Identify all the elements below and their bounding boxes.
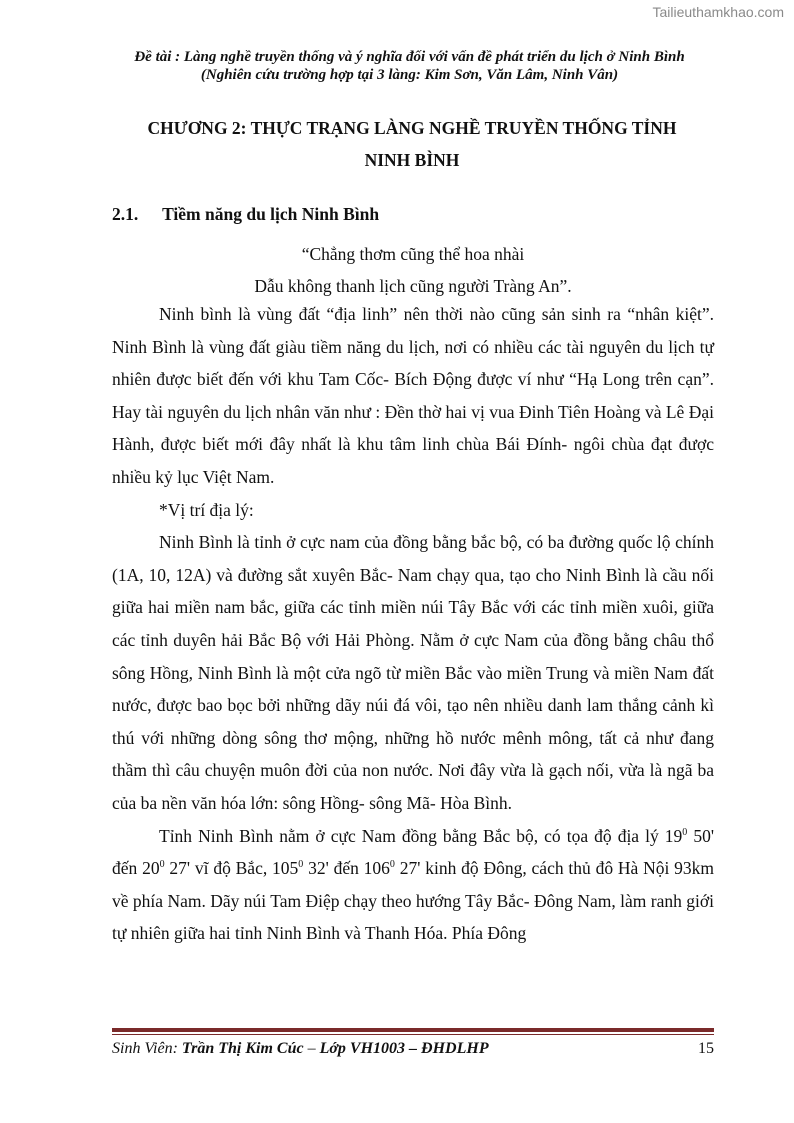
footer-separator: – xyxy=(307,1040,316,1057)
poem-line-2: Dẫu không thanh lịch cũng người Tràng An”. xyxy=(254,276,572,296)
degree-sup: 0 xyxy=(389,859,395,871)
paragraph: *Vị trí địa lý: xyxy=(159,499,254,520)
text-span: 50' đến 20 xyxy=(112,825,715,879)
poem-line-1: “Chẳng thơm cũng thể hoa nhài xyxy=(301,244,525,264)
page-number: 15 xyxy=(698,1040,714,1057)
chapter-title-line-1: CHƯƠNG 2: THỰC TRẠNG LÀNG NGHỀ TRUYỀN THỐNG TỈNH xyxy=(147,118,677,138)
text-span: 32' đến 106 xyxy=(308,858,390,879)
running-header xyxy=(105,48,714,84)
degree-sup: 0 xyxy=(298,859,304,871)
section-number: 2.1. xyxy=(112,204,139,224)
footer-divider xyxy=(112,1028,714,1032)
poem-quote xyxy=(112,238,714,302)
degree-sup: 0 xyxy=(159,859,165,871)
text-span: 27' vĩ độ Bắc, 105 xyxy=(169,858,299,879)
text-span: Tỉnh Ninh Bình nằm ở cực Nam đồng bằng Bắc bộ, có tọa độ địa lý 19 xyxy=(159,825,683,846)
chapter-title xyxy=(110,112,714,176)
footer-divider-thin xyxy=(112,1034,714,1035)
footer-label: Sinh Viên: xyxy=(112,1040,178,1057)
student-class: Lớp VH1003 – ĐHDLHP xyxy=(319,1040,489,1057)
header-line-2: (Nghiên cứu trường hợp tại 3 làng: Kim Sơn, Văn Lâm, Ninh Vân) xyxy=(200,67,619,83)
footer xyxy=(112,1040,714,1058)
body-text xyxy=(112,298,714,950)
degree-sup: 0 xyxy=(682,826,688,838)
student-name: Trần Thị Kim Cúc xyxy=(181,1040,304,1057)
paragraph: Ninh Bình là tỉnh ở cực nam của đồng bằng bắc bộ, có ba đường quốc lộ chính (1A, 10, 12A) và đường sắt xuyên Bắc- Nam chạy qua, tạo cho Ninh Bình là cầu nối giữa hai miền nam bắc, giữa các tỉnh miền núi Tây Bắc với các tỉnh miền xuôi, giữa các tỉnh duyên hải Bắc Bộ với Hải Phòng. Nằm ở cực Nam của đồng bằng châu thổ sông Hồng, Ninh Bình là một cửa ngõ từ miền Bắc vào miền Trung và miền Nam đất nước, được bao bọc bởi những dãy núi đá vôi, tạo nên nhiều danh lam thắng cảnh kì thú với những dòng sông thơ mộng, những hồ nước mênh mông, tất cả như đang thầm thì câu chuyện muôn đời của non nước. Nơi đây vừa là gạch nối, vừa là ngã ba của ba nền văn hóa lớn: sông Hồng- sông Mã- Hòa Bình. xyxy=(112,532,714,813)
watermark: Tailieuthamkhao.com xyxy=(652,4,784,20)
paragraph-coordinates xyxy=(112,820,714,950)
chapter-title-line-2: NINH BÌNH xyxy=(364,150,460,170)
header-line-1: Đề tài : Làng nghề truyền thống và ý nghĩa đối với vấn đề phát triển du lịch ở Ninh Bình xyxy=(134,49,685,65)
text-span: 27' kinh độ Đông, cách thủ đô Hà Nội 93km về phía Nam. Dãy núi Tam Điệp chạy theo hướng Tây Bắc- Đông Nam, làm ranh giới tự nhiên giữa hai tỉnh Ninh Bình và Thanh Hóa. Phía Đông xyxy=(112,858,715,944)
section-heading xyxy=(112,204,379,225)
section-title: Tiềm năng du lịch Ninh Bình xyxy=(162,204,380,224)
paragraph: Ninh bình là vùng đất “địa linh” nên thời nào cũng sản sinh ra “nhân kiệt”. Ninh Bình là vùng đất giàu tiềm năng du lịch, nơi có nhiều các tài nguyên du lịch tự nhiên được biết đến với khu Tam Cốc- Bích Động được ví như “Hạ Long trên cạn”. Hay tài nguyên du lịch nhân văn như : Đền thờ hai vị vua Đinh Tiên Hoàng và Lê Đại Hành, được biết mới đây nhất là khu tâm linh chùa Bái Đính- ngôi chùa đạt được nhiều kỷ lục Việt Nam. xyxy=(112,304,714,487)
